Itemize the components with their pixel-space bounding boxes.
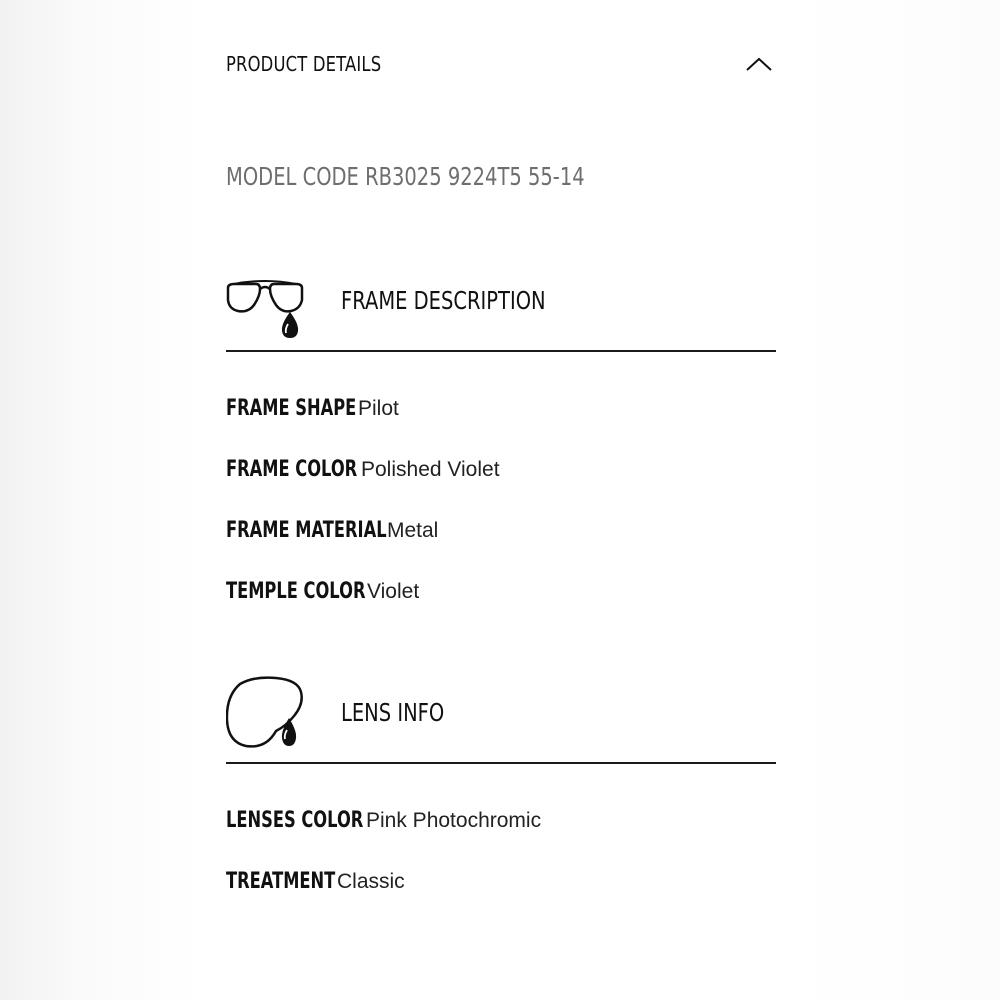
treatment-row	[226, 869, 405, 894]
lens-info-header	[226, 676, 776, 764]
lens-drop-icon	[226, 676, 306, 757]
lenses-color-value: Pink Photochromic	[366, 809, 542, 832]
frame-description-header	[226, 280, 776, 352]
frame-shape-label: FRAME SHAPE	[226, 396, 357, 421]
frame-material-value: Metal	[387, 519, 439, 542]
frame-material-row	[226, 518, 438, 543]
treatment-label: TREATMENT	[226, 869, 336, 894]
lenses-color-row	[226, 808, 541, 833]
frame-color-label: FRAME COLOR	[226, 457, 358, 482]
frame-color-row	[226, 457, 500, 482]
chevron-up-icon[interactable]	[742, 49, 776, 79]
frame-shape-value: Pilot	[358, 397, 399, 420]
temple-color-label: TEMPLE COLOR	[226, 579, 366, 604]
aviator-frame-drop-icon	[226, 280, 306, 345]
product-details-title: PRODUCT DETAILS	[226, 52, 382, 76]
frame-color-value: Polished Violet	[361, 458, 500, 481]
model-code: MODEL CODE RB3025 9224T5 55-14	[226, 162, 585, 191]
temple-color-value: Violet	[367, 580, 420, 603]
treatment-value: Classic	[337, 870, 405, 893]
temple-color-row	[226, 579, 419, 604]
frame-material-label: FRAME MATERIAL	[226, 518, 387, 543]
product-details-panel	[200, 0, 800, 1000]
lenses-color-label: LENSES COLOR	[226, 808, 364, 833]
frame-shape-row	[226, 396, 399, 421]
product-details-header[interactable]	[226, 44, 776, 84]
frame-description-title: FRAME DESCRIPTION	[341, 286, 546, 315]
lens-info-title: LENS INFO	[341, 698, 445, 727]
